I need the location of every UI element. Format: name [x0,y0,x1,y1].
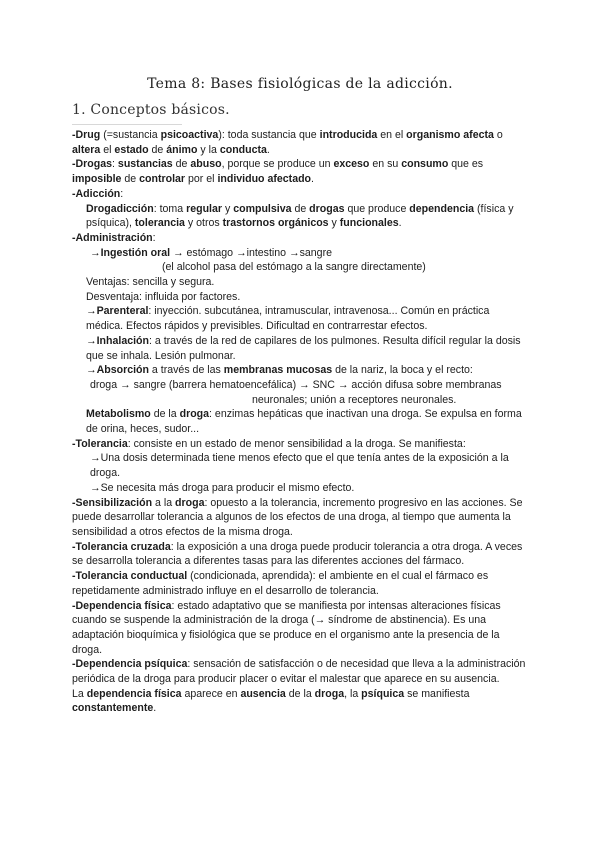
text-run: → [86,364,97,377]
text-run: . [153,702,157,715]
paragraph [72,304,528,333]
paragraph [72,363,528,378]
text-run: y la [197,143,220,156]
text-run: . [398,217,402,230]
text-run: : enzimas hepáticas que inactivan una droga. Se expulsa en forma de orina, heces, sudor... [86,408,522,436]
bold-text: Absorción [96,364,149,377]
text-run: : toma [153,202,187,215]
text-run: → estómago →intestino →sangre [170,246,332,259]
bold-text: estado [114,143,149,156]
paragraph [72,246,528,261]
bold-text: tolerancia [134,217,185,230]
bold-text: dependencia [409,202,475,215]
bold-text: constantemente [72,702,154,715]
text-run: a la [152,496,176,509]
bold-text: consumo [401,158,449,171]
text-run: : consiste en un estado de menor sensibilidad a la droga. Se manifiesta: [127,437,466,450]
bold-text: -Sensibilización [72,496,153,509]
paragraph [72,378,528,393]
bold-text: droga [314,687,345,700]
text-run: de la nariz, la boca y el recto: [332,364,473,377]
text-run: → [86,305,97,318]
paragraph [72,231,528,246]
bold-text: Parenteral [96,305,149,318]
bold-text: psicoactiva [160,129,219,141]
text-run: Ventajas: sencilla y segura. [86,276,215,289]
bold-text: drogas [309,202,345,215]
text-run: La [72,687,87,700]
text-run: que es [448,158,484,171]
text-run: (condicionada, aprendida): el ambiente en el cual el fármaco es repetidamente administrado influye en el desarrollo de tolerancia. [72,570,489,597]
paragraph [72,496,528,540]
text-run: . [266,143,270,156]
paragraph [72,451,528,480]
text-run: : estado adaptativo que se manifiesta por intensas alteraciones físicas cuando se suspende la administración de la droga (→ síndrome de abstinencia). Es una adaptación bioquímica y fisiológica que se produce en el organismo ante la presencia de la droga. [72,599,501,656]
text-run: de [121,173,140,186]
bold-text: sustancias [117,158,173,171]
bold-text: conducta [219,143,267,156]
text-run: : inyección. subcutánea, intramuscular, intravenosa... Común en práctica médica. Efectos rápidos y previsibles. Dificultad en contrarrestar efectos. [86,305,490,333]
text-run: neuronales; unión a receptores neuronales. [252,393,457,406]
text-run: → [90,246,101,259]
bold-text: ausencia [240,687,286,700]
text-run: que produce [344,202,410,215]
text-run: : [112,158,118,171]
bold-text: compulsiva [233,202,292,215]
text-run: y [222,202,234,215]
bold-text: Ingestión oral [100,246,171,259]
text-run: a través de las [148,364,224,377]
paragraph [72,569,528,598]
text-run: en el [377,129,407,141]
text-run: : a través de la red de capilares de los pulmones. Resulta difícil regular la dosis que se inhala. Lesión pulmonar. [86,334,521,362]
document-body [72,128,528,716]
bold-text: Drogadicción [86,202,154,215]
page-title: Tema 8: Bases fisiológicas de la adicción. [147,76,453,92]
bold-text: altera [72,143,101,156]
bold-text: -Drug [72,129,101,141]
paragraph [72,260,528,275]
text-run: (física y psíquica), [86,202,514,230]
text-run: aparece en [181,687,241,700]
bold-text: -Administración [72,231,153,244]
paragraph [72,481,528,496]
paragraph [72,202,528,231]
paragraph [72,290,528,305]
text-run: . [311,173,314,186]
bold-text: Inhalación [96,334,149,347]
bold-text: trastornos orgánicos [222,217,329,230]
paragraph [72,187,528,202]
bold-text: -Dependencia psíquica [72,658,188,671]
text-run: de [148,143,167,156]
paragraph [72,437,528,452]
text-run: (=sustancia [100,129,161,141]
text-run: y otros [184,217,223,230]
text-run: de [172,158,191,171]
bold-text: regular [186,202,223,215]
text-run: se manifiesta [404,687,470,700]
paragraph [72,393,528,408]
text-run: o [493,129,503,141]
bold-text: imposible [72,173,122,186]
bold-text: -Tolerancia cruzada [72,540,171,553]
bold-text: psíquica [361,687,405,700]
bold-text: Metabolismo [86,408,151,421]
paragraph [72,128,528,157]
text-run: →Se necesita más droga para producir el mismo efecto. [90,481,355,494]
text-run: y [328,217,340,230]
bold-text: droga [179,408,210,421]
heading-underline [72,124,182,125]
bold-text: exceso [333,158,370,171]
text-run: de la [285,687,315,700]
paragraph [72,157,528,186]
bold-text: -Dependencia física [72,599,172,612]
paragraph [72,407,528,436]
text-run: → [86,334,97,347]
paragraph [72,657,528,686]
text-run: , la [344,687,362,700]
text-run: por el [185,173,218,186]
paragraph [72,275,528,290]
paragraph [72,334,528,363]
bold-text: -Tolerancia conductual [72,570,188,583]
text-run: : [120,187,124,200]
text-run: : [152,231,156,244]
text-run: ): toda sustancia que [218,129,320,141]
text-run: (el alcohol pasa del estómago a la sangre directamente) [162,261,426,274]
bold-text: membranas mucosas [223,364,333,377]
bold-text: dependencia física [86,687,182,700]
text-run: : sensación de satisfacción o de necesidad que lleva a la administración periódica de la droga para producir placer o evitar el malestar que aparece en su ausencia. [72,658,526,686]
bold-text: organismo afecta [406,129,494,141]
bold-text: funcionales [339,217,399,230]
text-run: droga → sangre (barrera hematoencefálica) → SNC → acción difusa sobre membranas [90,378,502,391]
text-run: : la exposición a una droga puede producir tolerancia a otra droga. A veces se desarrolla tolerancia a diferentes tasas para las diferentes acciones del fármaco. [72,540,523,568]
bold-text: introducida [319,129,378,141]
text-run: en su [369,158,402,171]
bold-text: -Drogas [72,158,113,171]
paragraph [72,687,528,716]
paragraph [72,540,528,569]
bold-text: controlar [139,173,186,186]
bold-text: -Tolerancia [72,437,128,450]
bold-text: -Adicción [72,187,121,200]
text-run: : opuesto a la tolerancia, incremento progresivo en las acciones. Se puede desarrollar tolerancia a algunos de los efectos de una droga, al tiempo que aumenta la sensibilidad a otros efectos de la misma droga. [72,496,523,538]
text-run: de la [150,408,180,421]
text-run: , porque se produce un [221,158,334,171]
bold-text: droga [175,496,205,509]
text-run: el [100,143,115,156]
bold-text: ánimo [166,143,198,156]
section-heading: 1. Conceptos básicos. [72,102,230,118]
bold-text: individuo afectado [217,173,312,186]
bold-text: abuso [190,158,222,171]
text-run: Desventaja: influida por factores. [86,290,241,303]
paragraph [72,599,528,658]
text-run: de [291,202,310,215]
text-run: →Una dosis determinada tiene menos efecto que el que tenía antes de la exposición a la droga. [90,452,509,480]
